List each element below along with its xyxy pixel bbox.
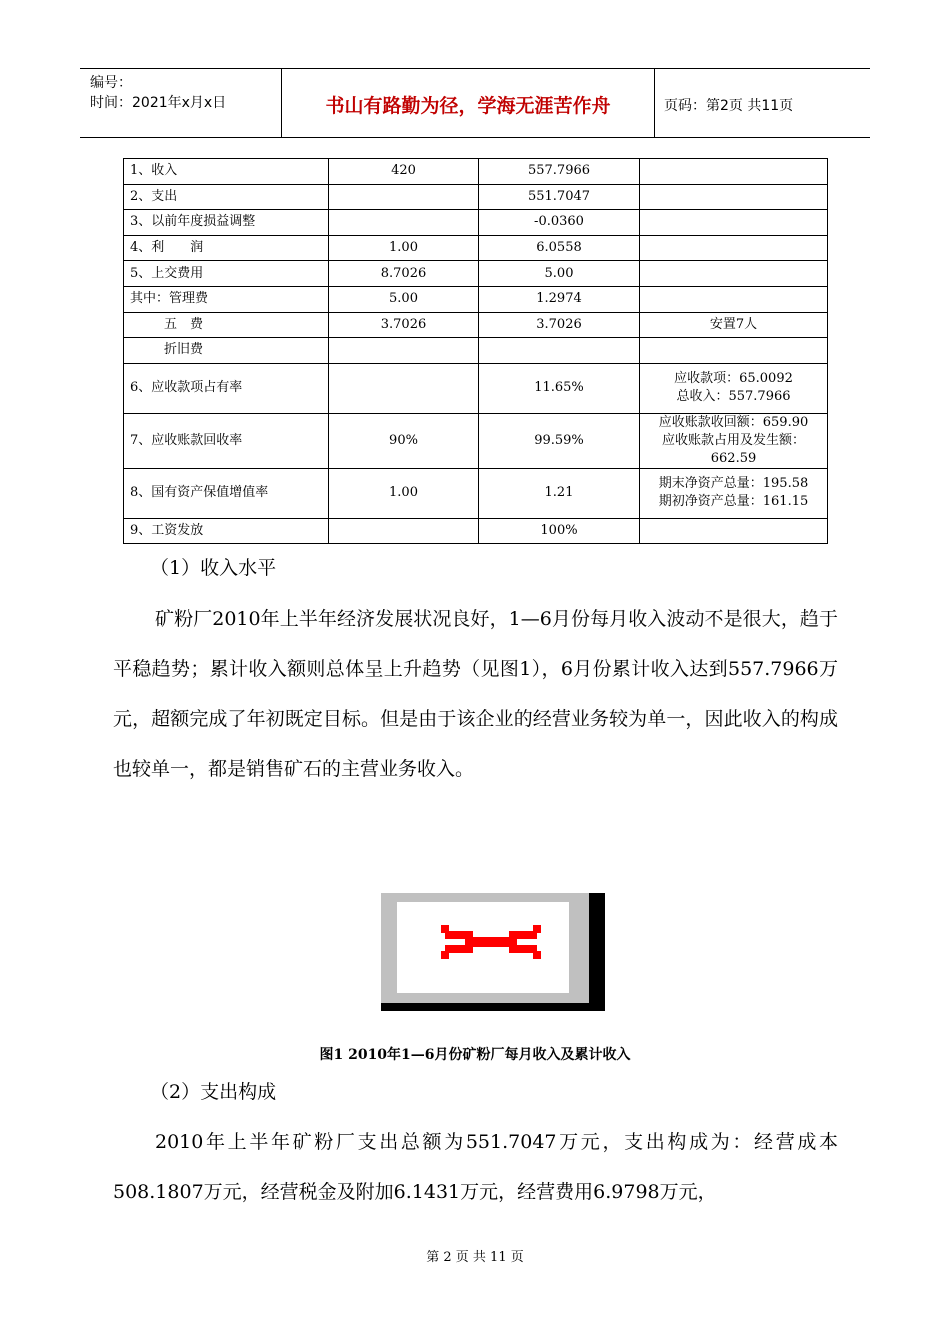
row-label: 6、应收款项占有率 [124,363,329,413]
note-cell [640,159,828,185]
plan-value: 1.00 [329,468,479,518]
table-row [124,286,828,312]
row-label: 5、上交费用 [124,261,329,287]
note-cell: 安置7人 [640,312,828,338]
table-row [124,159,828,185]
note-line: 应收账款占用及发生额：662.59 [661,432,805,466]
plan-value: 3.7026 [329,312,479,338]
paragraph-income: 矿粉厂2010年上半年经济发展状况良好，1—6月份每月收入波动不是很大，趋于平稳趋势；累计收入额则总体呈上升趋势（见图1），6月份累计收入达到557.7966万元，超额完成了年初既定目标。但是由于该企业的经营业务较为单一，因此收入的构成也较单一，都是销售矿石的主营业务收入。 [113,608,838,780]
note-cell [640,261,828,287]
table-row [124,184,828,210]
actual-value: 6.0558 [479,235,640,261]
plan-value [329,518,479,544]
plan-value: 5.00 [329,286,479,312]
note-cell [640,338,828,364]
note-line: 应收账款收回额：659.90 [658,414,809,430]
table-row [124,261,828,287]
plan-value: 8.7026 [329,261,479,287]
plan-value [329,338,479,364]
note-line: 总收入：557.7966 [676,389,791,405]
note-cell [640,468,828,518]
row-label: 8、国有资产保值增值率 [124,468,329,518]
note-cell [640,518,828,544]
table-row [124,468,828,518]
finance-table [123,158,828,544]
actual-value [479,338,640,364]
row-label: 折旧费 [124,338,329,364]
page-footer: 第 2 页 共 11 页 [426,1250,524,1265]
figure-placeholder [381,893,605,1011]
actual-value: 557.7966 [479,159,640,185]
table-row [124,235,828,261]
actual-value: 5.00 [479,261,640,287]
section-title-expense: （2）支出构成 [150,1081,277,1103]
section-title-income: （1）收入水平 [150,557,277,579]
actual-value: 99.59% [479,413,640,468]
note-line: 应收款项：65.0092 [674,371,793,387]
actual-value: 100% [479,518,640,544]
table-row [124,413,828,468]
actual-value: 11.65% [479,363,640,413]
row-label: 1、收入 [124,159,329,185]
actual-value: 1.21 [479,468,640,518]
row-label: 3、以前年度损益调整 [124,210,329,236]
table-row [124,312,828,338]
plan-value: 420 [329,159,479,185]
document-number-label: 编号： [90,75,132,91]
table-row [124,210,828,236]
document-time-label: 时间：2021年x月x日 [90,95,227,111]
note-cell [640,286,828,312]
note-cell [640,210,828,236]
header-motto: 书山有路勤为径，学海无涯苦作舟 [325,95,611,117]
row-label: 7、应收账款回收率 [124,413,329,468]
header-page-info: 页码：第2页 共11页 [664,98,794,114]
note-line: 期末净资产总量：195.58 [658,476,809,492]
row-label: 9、工资发放 [124,518,329,544]
row-label: 2、支出 [124,184,329,210]
figure-caption: 图1 2010年1—6月份矿粉厂每月收入及累计收入 [319,1047,631,1063]
header-divider [654,69,655,137]
actual-value: 3.7026 [479,312,640,338]
note-cell [640,184,828,210]
note-line: 期初净资产总量：161.15 [658,494,809,510]
paragraph-expense: 2010年上半年矿粉厂支出总额为551.7047万元，支出构成为：经营成本508.1807万元，经营税金及附加6.1431万元，经营费用6.9798万元， [113,1131,838,1203]
plan-value [329,184,479,210]
note-cell [640,363,828,413]
table-row [124,338,828,364]
table-row [124,518,828,544]
table-row [124,363,828,413]
actual-value: 551.7047 [479,184,640,210]
note-cell [640,413,828,468]
plan-value [329,210,479,236]
plan-value: 90% [329,413,479,468]
page-header [80,68,870,138]
header-meta [90,73,226,113]
plan-value [329,363,479,413]
actual-value: -0.0360 [479,210,640,236]
broken-image-icon [441,921,541,963]
row-label: 4、利 润 [124,235,329,261]
plan-value: 1.00 [329,235,479,261]
note-cell [640,235,828,261]
row-label: 其中：管理费 [124,286,329,312]
row-label: 五 费 [124,312,329,338]
actual-value: 1.2974 [479,286,640,312]
